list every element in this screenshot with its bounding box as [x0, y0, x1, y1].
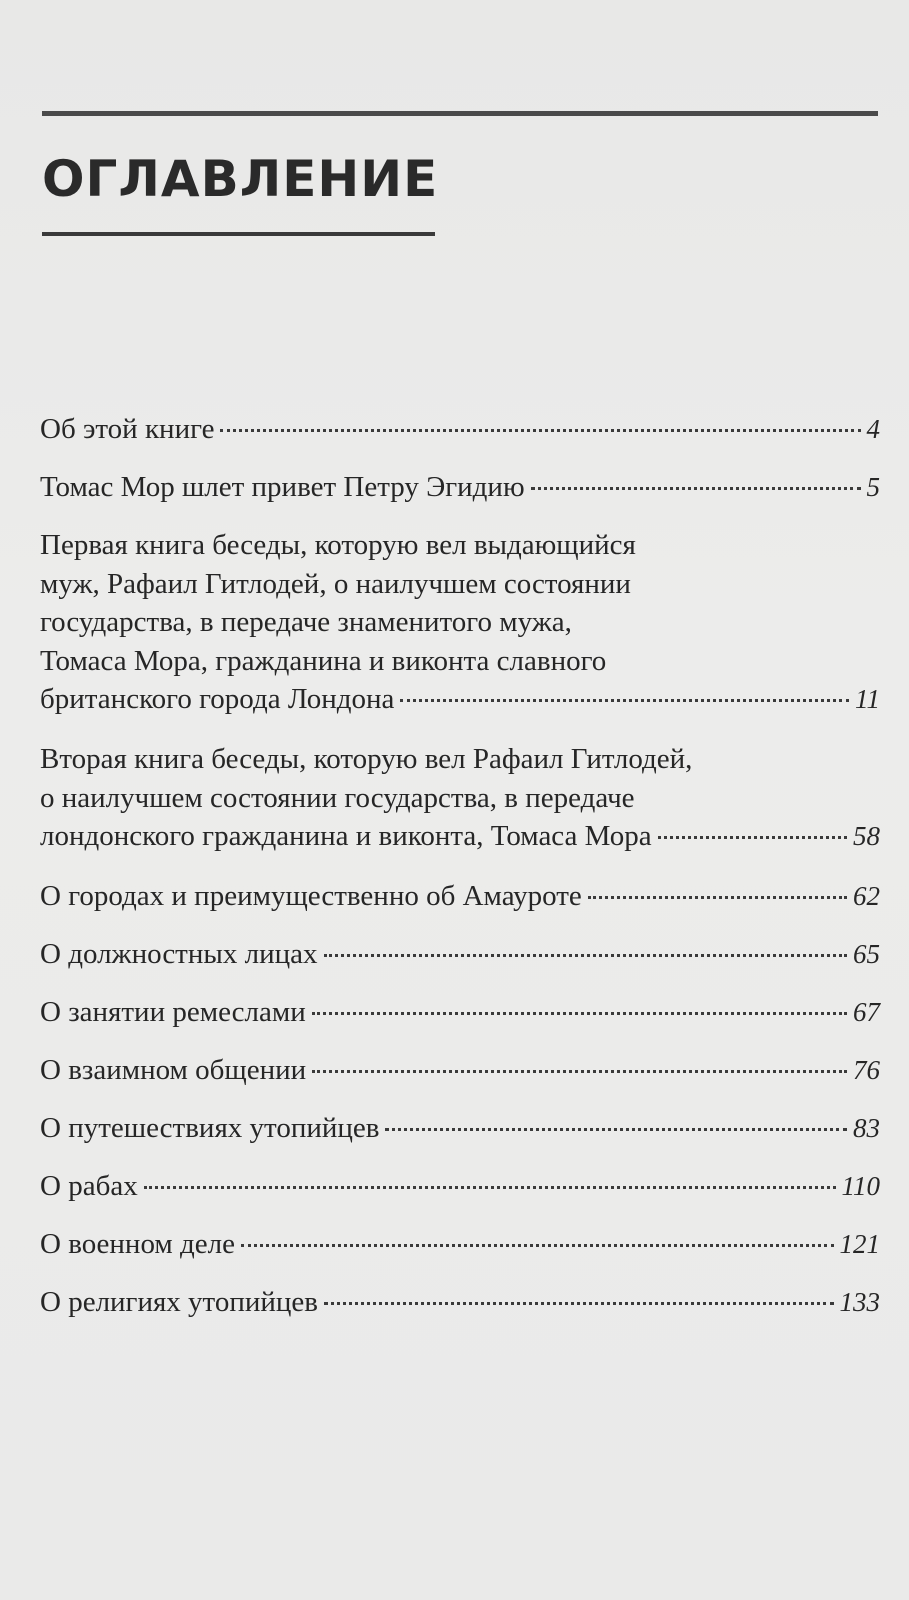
- toc-page-number: 110: [841, 1171, 880, 1201]
- dot-leader: [658, 836, 847, 839]
- toc-entry-row: [40, 680, 880, 719]
- toc-page-number: 76: [853, 1055, 880, 1085]
- toc-entry: [40, 1225, 880, 1264]
- toc-entry-title-line: государства, в передаче знаменитого мужа,: [40, 606, 572, 638]
- toc-entry-title-line: О рабах: [40, 1170, 138, 1202]
- toc-entry-title-line: О взаимном общении: [40, 1054, 307, 1086]
- toc-entry-title-line: Вторая книга беседы, которую вел Рафаил Гитлодей,: [40, 743, 693, 775]
- toc-entry-row: [40, 993, 880, 1032]
- toc-entry: [40, 935, 880, 974]
- toc-entry-row: [40, 468, 880, 507]
- page-title: ОГЛАВЛЕНИЕ: [42, 150, 439, 208]
- toc-entry: [40, 410, 880, 449]
- toc-page-number: 11: [855, 684, 880, 714]
- toc-entry-title-line: муж, Рафаил Гитлодей, о наилучшем состоянии: [40, 567, 631, 600]
- toc-entry: [40, 526, 880, 719]
- dot-leader: [385, 1128, 847, 1131]
- toc-entry: [40, 1051, 880, 1090]
- toc-entry-row: [40, 935, 880, 974]
- toc-entry: [40, 877, 880, 916]
- toc-entry-title-line: О религиях утопийцев: [40, 1286, 318, 1318]
- toc-entry-title-line: О занятии ремеслами: [40, 996, 306, 1028]
- toc-entry-title-line: О городах и преимущественно об Амауроте: [40, 880, 582, 912]
- toc-page-number: 5: [866, 472, 880, 502]
- toc-entry: [40, 993, 880, 1032]
- dot-leader: [312, 1070, 847, 1073]
- title-underline: [42, 232, 435, 236]
- toc-entry-title-line: О путешествиях утопийцев: [40, 1112, 380, 1144]
- dot-leader: [324, 954, 848, 957]
- toc-page-number: 58: [853, 821, 880, 851]
- toc-page-number: 121: [839, 1229, 880, 1259]
- toc-page-number: 65: [853, 939, 880, 969]
- toc-entry-title-line: о наилучшем состоянии государства, в передаче: [40, 781, 635, 814]
- toc-page-number: 4: [866, 414, 880, 444]
- toc-page-number: 67: [853, 997, 880, 1027]
- toc-entry-row: [40, 410, 880, 449]
- toc-entry-title-line: лондонского гражданина и виконта, Томаса Мора: [40, 820, 652, 852]
- toc-entry-title-line: О военном деле: [40, 1228, 235, 1260]
- dot-leader: [588, 896, 847, 899]
- toc-entry-title-line: Томас Мор шлет привет Петру Эгидию: [40, 471, 525, 503]
- toc-page-number: 83: [853, 1113, 880, 1143]
- toc-entry-row: [40, 1283, 880, 1322]
- dot-leader: [220, 429, 860, 432]
- toc-entry-row: [40, 1167, 880, 1206]
- dot-leader: [241, 1244, 834, 1247]
- toc-entry: [40, 468, 880, 507]
- dot-leader: [144, 1186, 836, 1189]
- toc-page-number: 133: [839, 1287, 880, 1317]
- toc-entry-row: [40, 1225, 880, 1264]
- toc-entry: [40, 1109, 880, 1148]
- toc-entry-title-line: Об этой книге: [40, 413, 215, 445]
- toc-entry: [40, 1167, 880, 1206]
- toc-entry-row: [40, 1109, 880, 1148]
- toc-page-number: 62: [853, 881, 880, 911]
- toc-entry-title-line: Первая книга беседы, которую вел выдающийся: [40, 529, 636, 561]
- dot-leader: [324, 1302, 834, 1305]
- toc-entry-row: [40, 877, 880, 916]
- toc-entry: [40, 1283, 880, 1322]
- toc-entry: [40, 740, 880, 856]
- toc-entry-title-line: О должностных лицах: [40, 938, 318, 970]
- top-rule: [42, 111, 878, 116]
- dot-leader: [531, 487, 861, 490]
- dot-leader: [312, 1012, 847, 1015]
- toc-entry-title-line: британского города Лондона: [40, 683, 395, 715]
- toc-entry-row: [40, 817, 880, 856]
- dot-leader: [400, 699, 849, 702]
- toc-entry-title-line: Томаса Мора, гражданина и виконта славного: [40, 644, 607, 677]
- toc-entry-row: [40, 1051, 880, 1090]
